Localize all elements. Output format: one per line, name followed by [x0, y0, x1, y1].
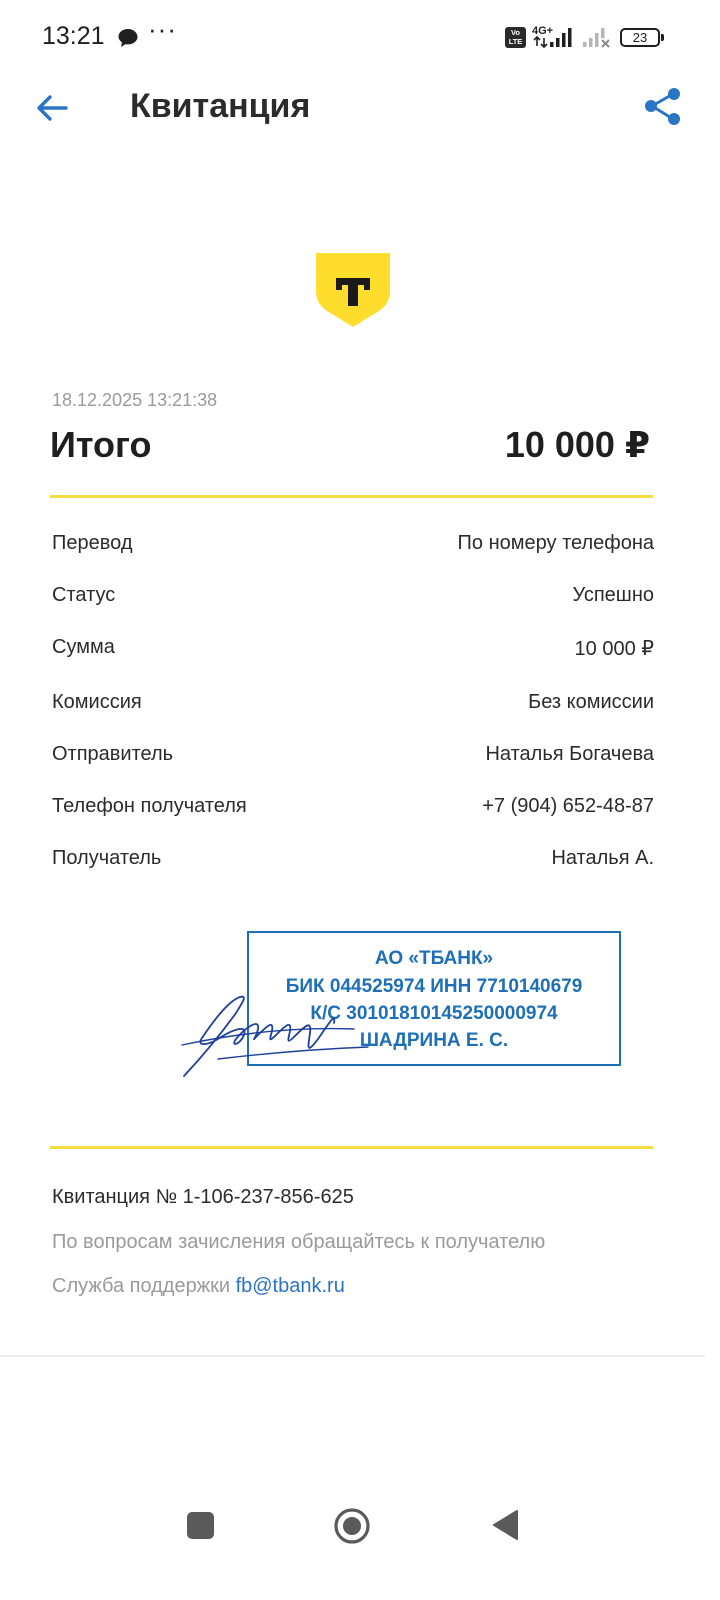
recipient-note: По вопросам зачисления обращайтесь к получателю: [52, 1231, 546, 1253]
triangle-back-icon: [494, 1511, 517, 1539]
status-time: 13:21: [42, 22, 105, 50]
detail-label: Перевод: [52, 532, 133, 554]
status-bar: [0, 0, 720, 78]
battery-tip: [661, 34, 664, 41]
support-line: [52, 1275, 345, 1298]
chat-bubble-icon: [116, 26, 140, 50]
detail-row-status: [52, 572, 654, 612]
stamp-line: БИК 044525974 ИНН 7710140679: [285, 976, 583, 997]
receipt-number: Квитанция № 1-106-237-856-625: [52, 1186, 354, 1208]
stamp-line: К/С 30101810145250000974: [310, 1003, 558, 1024]
signal-no-service-icon: [582, 24, 612, 48]
detail-label: Статус: [52, 584, 116, 606]
volte-icon: Vo LTE: [505, 27, 526, 48]
transaction-datetime: 18.12.2025 13:21:38: [52, 390, 218, 410]
detail-row-amount: [52, 624, 654, 664]
divider: [50, 495, 653, 498]
detail-label: Комиссия: [52, 691, 142, 713]
divider: [50, 1146, 653, 1149]
divider: [0, 1355, 705, 1357]
nav-recents-button[interactable]: [187, 1512, 214, 1539]
detail-row-recipient: [52, 835, 654, 875]
arrow-left-icon: [39, 97, 66, 119]
nav-home-button[interactable]: [333, 1507, 371, 1545]
support-email-link[interactable]: fb@tbank.ru: [235, 1275, 345, 1297]
detail-value: Успешно: [572, 584, 654, 606]
network-type: 4G+: [532, 25, 554, 37]
share-icon: [645, 88, 680, 125]
detail-row-transfer: [52, 520, 654, 560]
detail-label: Телефон получателя: [52, 795, 247, 817]
detail-label: Сумма: [52, 636, 115, 658]
detail-value: Без комиссии: [528, 691, 654, 713]
detail-label: Отправитель: [52, 743, 174, 765]
battery-icon: 23: [620, 28, 660, 47]
tbank-logo: [316, 253, 390, 327]
detail-value: 10 000 ₽: [574, 638, 654, 660]
signature: [178, 983, 378, 1083]
stamp-line: ШАДРИНА Е. С.: [359, 1030, 509, 1051]
circle-icon: [336, 1510, 368, 1542]
detail-label: Получатель: [52, 847, 162, 869]
total-label: Итого: [50, 424, 152, 465]
detail-value: Наталья А.: [551, 847, 654, 869]
detail-row-commission: [52, 679, 654, 719]
detail-value: +7 (904) 652-48-87: [482, 795, 654, 817]
detail-value: Наталья Богачева: [485, 743, 654, 765]
nav-back-button[interactable]: [490, 1508, 520, 1542]
signal-icon: [532, 24, 576, 48]
detail-value: По номеру телефона: [457, 532, 654, 554]
support-label: Служба поддержки: [52, 1275, 236, 1297]
page-title: Квитанция: [130, 87, 311, 125]
back-button[interactable]: [30, 86, 74, 130]
total-amount: 10 000 ₽: [504, 424, 650, 465]
detail-row-sender: [52, 731, 654, 771]
more-notifications-icon: ···: [148, 14, 177, 44]
share-button[interactable]: [640, 84, 686, 130]
detail-row-recipient-phone: [52, 783, 654, 823]
stamp-line: АО «ТБАНК»: [374, 948, 494, 969]
